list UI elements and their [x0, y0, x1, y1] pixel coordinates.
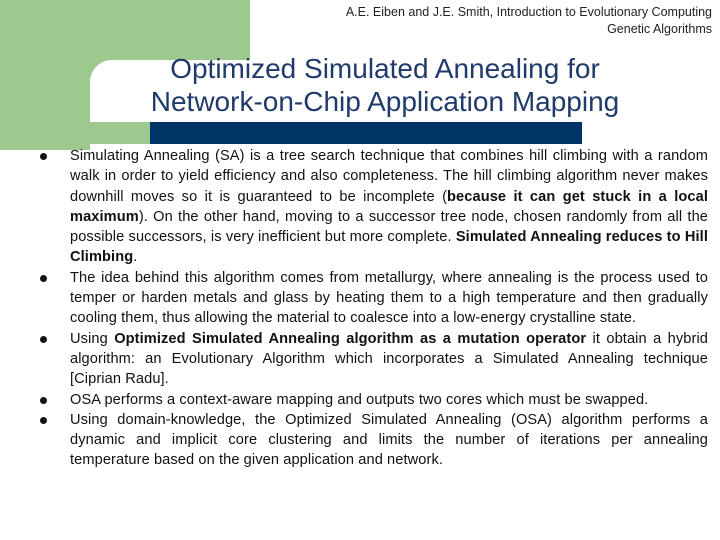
bullet-item: Using Optimized Simulated Annealing algorithm as a mutation operator it obtain a hybrid algorithm: an Evolutionary Algorithm which incorporates a Simulated Annealing technique [Ciprian Radu].	[40, 329, 708, 390]
bullet-dot-icon	[40, 397, 47, 404]
title-underline-bar	[150, 122, 582, 144]
slide-title-line-1: Optimized Simulated Annealing for	[170, 53, 600, 84]
bullet-dot-icon	[40, 275, 47, 282]
bullet-dot-icon	[40, 417, 47, 424]
bullet-item: Simulating Annealing (SA) is a tree search technique that combines hill climbing with a random walk in order to yield efficiency and also completeness. The hill climbing algorithm never makes downhill moves so it is guaranteed to be incomplete (because it can get stuck in a local maximum). On the other hand, moving to a successor tree node, chosen randomly from all the possible successors, is very inefficient but more complete. Simulated Annealing reduces to Hill Climbing.	[40, 146, 708, 268]
slide-title	[60, 52, 710, 118]
header-line-2: Genetic Algorithms	[607, 22, 712, 36]
title-underline-green	[90, 122, 150, 144]
slide-title-line-2: Network-on-Chip Application Mapping	[150, 86, 620, 117]
bullet-dot-icon	[40, 336, 47, 343]
bullet-item: Using domain-knowledge, the Optimized Simulated Annealing (OSA) algorithm performs a dynamic and implicit core clustering and limits the number of iterations per annealing temperature based on the given application and network.	[40, 410, 708, 471]
header-attribution	[346, 4, 712, 38]
bullet-list	[40, 146, 708, 471]
header-line-1: A.E. Eiben and J.E. Smith, Introduction to Evolutionary Computing	[345, 5, 712, 19]
bullet-dot-icon	[40, 153, 47, 160]
bullet-item: OSA performs a context-aware mapping and outputs two cores which must be swapped.	[40, 390, 708, 410]
bullet-item: The idea behind this algorithm comes from metallurgy, where annealing is the process used to temper or harden metals and glass by heating them to a high temperature and then gradually cooling them, thus allowing the material to coalesce into a low-energy crystalline state.	[40, 268, 708, 329]
